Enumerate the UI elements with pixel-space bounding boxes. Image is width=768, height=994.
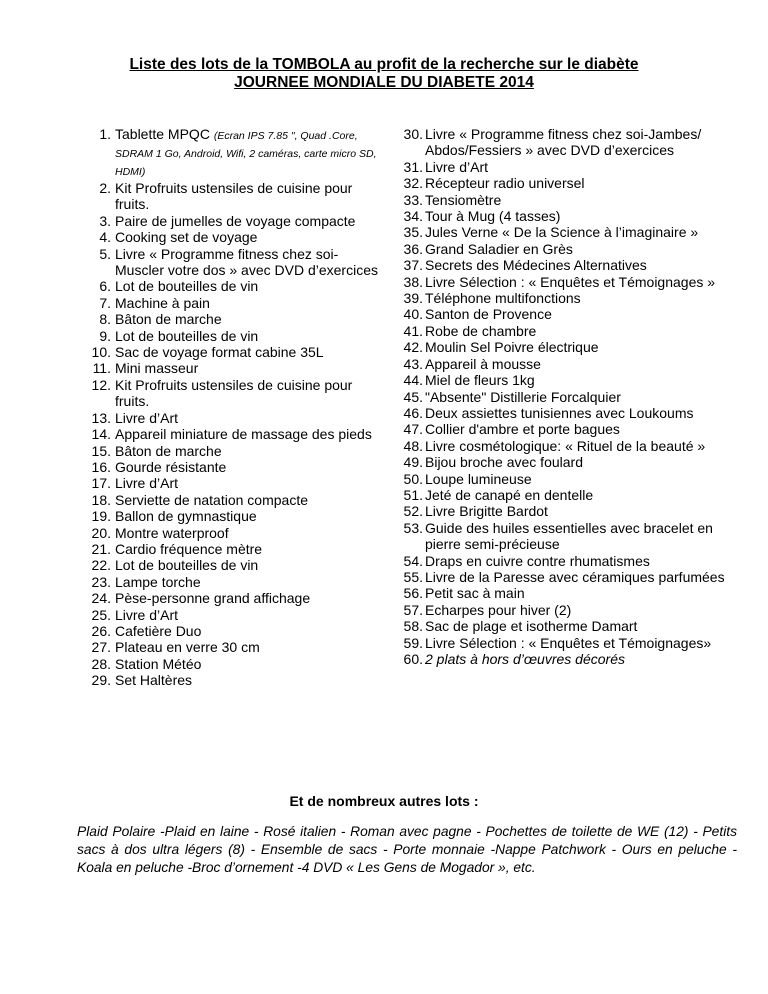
lot-item bbox=[87, 229, 387, 245]
lot-label: Sac de plage et isotherme Damart bbox=[425, 618, 638, 635]
lot-item bbox=[397, 421, 752, 437]
lot-label: Livre Brigitte Bardot bbox=[425, 503, 548, 520]
lot-label: Tour à Mug (4 tasses) bbox=[425, 208, 561, 225]
lot-item bbox=[87, 590, 387, 606]
lot-item bbox=[87, 574, 387, 590]
lot-label: Mini masseur bbox=[115, 360, 199, 377]
lot-number: 53 . bbox=[397, 520, 423, 536]
lot-label: Jules Verne « De la Science à l’imaginaire » bbox=[425, 224, 699, 241]
lot-number: 2 . bbox=[87, 180, 111, 196]
lot-number: 48 . bbox=[397, 438, 423, 454]
lot-item bbox=[397, 323, 752, 339]
lot-item bbox=[87, 246, 387, 279]
lot-label: Deux assiettes tunisiennes avec Loukoums bbox=[425, 404, 694, 421]
lot-item bbox=[397, 126, 752, 159]
lot-label: Pèse-personne grand affichage bbox=[115, 590, 311, 607]
lot-item bbox=[397, 339, 752, 355]
lot-label: Plateau en verre 30 cm bbox=[115, 639, 260, 656]
lot-number: 29 . bbox=[87, 672, 111, 688]
lot-label: Appareil à mousse bbox=[425, 355, 541, 372]
lot-label: Lot de bouteilles de vin bbox=[115, 557, 259, 574]
lot-number: 4 . bbox=[87, 229, 111, 245]
lot-item bbox=[397, 503, 752, 519]
lot-number: 59 . bbox=[397, 635, 423, 651]
lot-label: Cooking set de voyage bbox=[115, 229, 258, 246]
lot-item bbox=[87, 607, 387, 623]
lot-number: 44 . bbox=[397, 372, 423, 388]
lot-label: "Absente" Distillerie Forcalquier bbox=[425, 388, 621, 405]
lot-label: Lot de bouteilles de vin bbox=[115, 278, 259, 295]
lot-number: 58 . bbox=[397, 618, 423, 634]
lot-item bbox=[397, 651, 752, 667]
lot-number: 55 . bbox=[397, 569, 423, 585]
lot-number: 17 . bbox=[87, 475, 111, 491]
lot-label: Appareil miniature de massage des pieds bbox=[115, 426, 372, 443]
lot-number: 41 . bbox=[397, 323, 423, 339]
lot-number: 5 . bbox=[87, 246, 111, 262]
lot-label: Santon de Provence bbox=[425, 306, 552, 323]
lot-label: Secrets des Médecines Alternatives bbox=[425, 257, 647, 274]
lot-label: Livre Sélection : « Enquêtes et Témoignages» bbox=[425, 634, 712, 651]
lot-label: Guide des huiles essentielles avec bracelet en pierre semi-précieuse bbox=[425, 519, 713, 553]
lot-item bbox=[397, 306, 752, 322]
lot-number: 40 . bbox=[397, 306, 423, 322]
lot-label: Téléphone multifonctions bbox=[425, 290, 581, 307]
lot-item bbox=[397, 175, 752, 191]
lot-label: Robe de chambre bbox=[425, 322, 537, 339]
lot-number: 12 . bbox=[87, 377, 111, 393]
lot-item bbox=[87, 475, 387, 491]
lot-label: 2 plats à hors d’œuvres décorés bbox=[425, 651, 625, 667]
lot-number: 35 . bbox=[397, 224, 423, 240]
lot-label: Montre waterproof bbox=[115, 524, 229, 541]
lot-label: Grand Saladier en Grès bbox=[425, 240, 573, 257]
lot-number: 21 . bbox=[87, 541, 111, 557]
others-paragraph: Plaid Polaire -Plaid en laine - Rosé italien - Roman avec pagne - Pochettes de toilette de WE (12) - Petits sacs à dos ultra légers (8) - Ensemble de sacs - Porte monnaie -Nappe Patchwork - Ours en peluche - Koala en peluche -Broc d’ornement -4 DVD « Les Gens de Mogador », etc. bbox=[77, 824, 737, 876]
lot-item bbox=[87, 443, 387, 459]
lot-list-right bbox=[397, 126, 752, 667]
lot-number: 8 . bbox=[87, 311, 111, 327]
lot-number: 37 . bbox=[397, 257, 423, 273]
lot-number: 52 . bbox=[397, 503, 423, 519]
lot-number: 60 . bbox=[397, 651, 423, 667]
lot-number: 39 . bbox=[397, 290, 423, 306]
lot-number: 13 . bbox=[87, 410, 111, 426]
lot-item bbox=[87, 295, 387, 311]
lot-list-left bbox=[87, 126, 387, 689]
lot-number: 20 . bbox=[87, 525, 111, 541]
lot-label: Tensiomètre bbox=[425, 191, 502, 208]
lot-item bbox=[397, 553, 752, 569]
lot-label: Livre d’Art bbox=[115, 606, 179, 623]
lot-label: Petit sac à main bbox=[425, 585, 525, 602]
lot-item bbox=[397, 520, 752, 553]
lot-number: 15 . bbox=[87, 443, 111, 459]
lot-item bbox=[397, 569, 752, 585]
lot-item bbox=[87, 623, 387, 639]
lot-item bbox=[397, 290, 752, 306]
lot-label: Livre « Programme fitness chez soi-Jambes/ Abdos/Fessiers » avec DVD d’exercices bbox=[425, 126, 702, 159]
lot-item bbox=[397, 487, 752, 503]
lot-number: 43 . bbox=[397, 356, 423, 372]
lot-item bbox=[87, 410, 387, 426]
lot-number: 56 . bbox=[397, 585, 423, 601]
lot-label: Livre d’Art bbox=[115, 475, 179, 492]
lot-item bbox=[397, 192, 752, 208]
lot-label: Livre d’Art bbox=[425, 158, 489, 175]
lot-item bbox=[397, 241, 752, 257]
lot-number: 18 . bbox=[87, 492, 111, 508]
lot-item bbox=[87, 311, 387, 327]
lot-number: 14 . bbox=[87, 426, 111, 442]
lot-label: Tablette MPQC bbox=[115, 126, 214, 142]
lot-item bbox=[87, 459, 387, 475]
lot-item bbox=[397, 257, 752, 273]
lot-number: 36 . bbox=[397, 241, 423, 257]
lot-number: 1 . bbox=[87, 126, 111, 142]
lot-item bbox=[87, 541, 387, 557]
lot-number: 54 . bbox=[397, 553, 423, 569]
lot-label: Echarpes pour hiver (2) bbox=[425, 601, 572, 618]
lot-number: 31 . bbox=[397, 159, 423, 175]
lot-item bbox=[87, 492, 387, 508]
lot-item bbox=[397, 471, 752, 487]
lot-item bbox=[397, 356, 752, 372]
lot-label: Ballon de gymnastique bbox=[115, 508, 257, 525]
lot-item bbox=[397, 389, 752, 405]
lot-label: Miel de fleurs 1kg bbox=[425, 372, 535, 389]
lot-label: Livre cosmétologique: « Rituel de la beauté » bbox=[425, 437, 706, 454]
lot-number: 33 . bbox=[397, 192, 423, 208]
lot-note: (Ecran IPS 7.85 ", Quad .Core, SDRAM 1 Go, Android, Wifi, 2 caméras, carte micro SD, HDMI) bbox=[115, 130, 377, 178]
lot-number: 24 . bbox=[87, 590, 111, 606]
lot-number: 38 . bbox=[397, 274, 423, 290]
lot-item bbox=[397, 208, 752, 224]
lot-number: 49 . bbox=[397, 454, 423, 470]
lot-number: 3 . bbox=[87, 213, 111, 229]
lot-item bbox=[397, 274, 752, 290]
lot-item bbox=[87, 426, 387, 442]
lot-label: Machine à pain bbox=[115, 294, 210, 311]
lot-label: Sac de voyage format cabine 35L bbox=[115, 344, 324, 361]
lot-label: Récepteur radio universel bbox=[425, 175, 585, 192]
lot-item bbox=[87, 639, 387, 655]
lot-item bbox=[87, 377, 387, 410]
lot-label: Bâton de marche bbox=[115, 311, 222, 328]
document-title bbox=[0, 56, 768, 92]
lot-item bbox=[87, 525, 387, 541]
lot-label: Cardio fréquence mètre bbox=[115, 540, 263, 557]
lot-label: Moulin Sel Poivre électrique bbox=[425, 339, 599, 356]
lot-number: 30 . bbox=[397, 126, 423, 142]
others-heading: Et de nombreux autres lots : bbox=[289, 793, 479, 809]
lot-item bbox=[87, 180, 387, 213]
lot-item bbox=[397, 224, 752, 240]
lot-label: Lampe torche bbox=[115, 573, 201, 590]
lot-item bbox=[397, 635, 752, 651]
lot-item bbox=[397, 159, 752, 175]
lot-item bbox=[87, 344, 387, 360]
lot-number: 25 . bbox=[87, 607, 111, 623]
lot-item bbox=[397, 618, 752, 634]
lot-label: Livre Sélection : « Enquêtes et Témoignages » bbox=[425, 273, 716, 290]
title-line-2: JOURNEE MONDIALE DU DIABETE 2014 bbox=[234, 74, 534, 91]
lot-number: 7 . bbox=[87, 295, 111, 311]
lot-number: 28 . bbox=[87, 656, 111, 672]
lot-number: 46 . bbox=[397, 405, 423, 421]
lot-number: 32 . bbox=[397, 175, 423, 191]
lot-label: Paire de jumelles de voyage compacte bbox=[115, 212, 356, 229]
lot-item bbox=[397, 372, 752, 388]
lot-label: Station Météo bbox=[115, 655, 202, 672]
lot-label: Livre de la Paresse avec céramiques parfumées bbox=[425, 568, 725, 585]
lot-number: 26 . bbox=[87, 623, 111, 639]
lot-number: 45 . bbox=[397, 389, 423, 405]
lot-item bbox=[87, 126, 387, 180]
lot-number: 9 . bbox=[87, 328, 111, 344]
lot-number: 50 . bbox=[397, 471, 423, 487]
title-line-1: Liste des lots de la TOMBOLA au profit de la recherche sur le diabète bbox=[129, 56, 639, 73]
lot-item bbox=[397, 602, 752, 618]
lot-number: 34 . bbox=[397, 208, 423, 224]
lot-item bbox=[397, 585, 752, 601]
lot-item bbox=[87, 278, 387, 294]
lot-label: Kit Profruits ustensiles de cuisine pour fruits. bbox=[115, 180, 353, 213]
lot-number: 23 . bbox=[87, 574, 111, 590]
lot-number: 11 . bbox=[87, 360, 111, 376]
lot-number: 27 . bbox=[87, 639, 111, 655]
lot-item bbox=[397, 405, 752, 421]
lot-item bbox=[87, 328, 387, 344]
lot-number: 51 . bbox=[397, 487, 423, 503]
lot-label: Collier d'ambre et porte bagues bbox=[425, 421, 620, 438]
lot-label: Livre « Programme fitness chez soi- Muscler votre dos » avec DVD d’exercices bbox=[115, 245, 378, 279]
lot-number: 22 . bbox=[87, 557, 111, 573]
lot-label: Gourde résistante bbox=[115, 458, 227, 475]
lot-number: 19 . bbox=[87, 508, 111, 524]
lot-item bbox=[397, 438, 752, 454]
lot-label: Serviette de natation compacte bbox=[115, 491, 309, 508]
lot-item bbox=[397, 454, 752, 470]
lot-label: Livre d’Art bbox=[115, 409, 179, 426]
lot-number: 16 . bbox=[87, 459, 111, 475]
lot-item bbox=[87, 656, 387, 672]
lot-label: Lot de bouteilles de vin bbox=[115, 327, 259, 344]
lot-label: Bijou broche avec foulard bbox=[425, 454, 583, 471]
lot-label: Loupe lumineuse bbox=[425, 470, 532, 487]
lot-item bbox=[87, 557, 387, 573]
lot-label: Jeté de canapé en dentelle bbox=[425, 486, 594, 503]
lot-label: Bâton de marche bbox=[115, 442, 222, 459]
lot-label: Kit Profruits ustensiles de cuisine pour fruits. bbox=[115, 376, 353, 410]
lot-item bbox=[87, 508, 387, 524]
lot-number: 57 . bbox=[397, 602, 423, 618]
lot-number: 47 . bbox=[397, 421, 423, 437]
lot-item bbox=[87, 672, 387, 688]
lot-number: 42 . bbox=[397, 339, 423, 355]
lot-number: 10 . bbox=[87, 344, 111, 360]
lot-label: Set Haltères bbox=[115, 672, 193, 689]
lot-label: Draps en cuivre contre rhumatismes bbox=[425, 552, 650, 569]
lot-item bbox=[87, 360, 387, 376]
lot-label: Cafetière Duo bbox=[115, 622, 202, 639]
lot-number: 6 . bbox=[87, 278, 111, 294]
lot-item bbox=[87, 213, 387, 229]
